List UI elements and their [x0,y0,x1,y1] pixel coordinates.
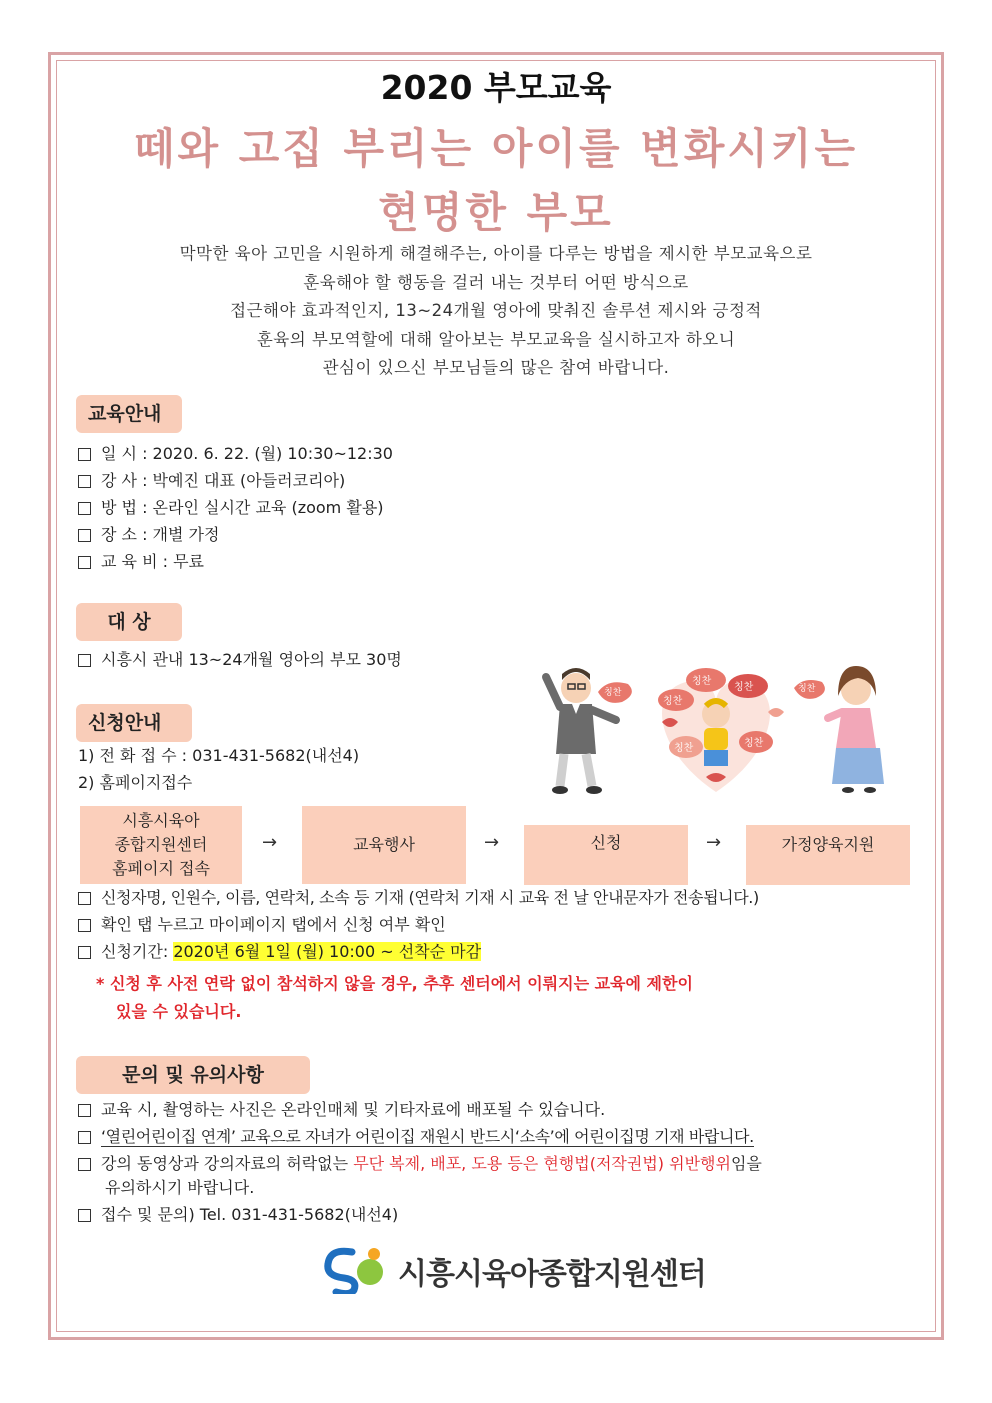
step-edu-event: 교육행사 [302,806,466,884]
parenting-illustration [536,652,898,802]
notice-item: 강의 동영상과 강의자료의 허락없는 무단 복제, 배포, 도용 등은 현행법(저작권법) 위반행위임을 [78,1152,762,1176]
checkbox-icon [78,502,91,515]
checkbox-icon [78,946,91,959]
heart-cluster [658,668,784,792]
bubble-text: 칭찬 [604,688,622,698]
arrow-icon: → [262,832,278,853]
target-item: 시흥시 관내 13~24개월 영아의 부모 30명 [78,648,402,672]
edu-info-item: 일 시 : 2020. 6. 22. (월) 10:30~12:30 [78,442,393,466]
apply-phone: 1) 전 화 접 수 : 031-431-5682(내선4) [78,746,360,765]
checkbox-icon [78,1131,91,1144]
edu-info-list [78,442,393,574]
checkbox-icon [78,892,91,905]
checkbox-icon [78,1158,91,1171]
step-homepage: 시흥시육아 종합지원센터 홈페이지 접속 [80,806,242,884]
edu-info-item: 장 소 : 개별 가정 [78,523,393,547]
checkbox-icon [78,529,91,542]
section-notice-label: 문의 및 유의사항 [76,1056,310,1094]
notice-item: 교육 시, 촬영하는 사진은 온라인매체 및 기타자료에 배포될 수 있습니다. [78,1098,762,1122]
bubble-text: 칭찬 [734,682,754,693]
arrow-icon: → [484,832,500,853]
apply-period: 신청기간: 2020년 6월 1일 (월) 10:00 ~ 선착순 마감 [78,940,759,964]
org-logo-icon [322,1244,392,1294]
apply-period-value: 2020년 6월 1일 (월) 10:00 ~ 선착순 마감 [173,942,482,961]
warning-line1: * 신청 후 사전 연락 없이 참석하지 않을 경우, 추후 센터에서 이뤄지는 교육에 제한이 [96,974,693,993]
intro-line: 훈육의 부모역할에 대해 알아보는 부모교육을 실시하고자 하오니 [256,329,736,349]
intro-paragraph [90,240,902,383]
notice-list [78,1098,762,1227]
notice-item: 접수 및 문의) Tel. 031-431-5682(내선4) [78,1203,762,1227]
apply-list [78,886,759,964]
bubble-text: 칭찬 [798,684,816,694]
section-target-label: 대 상 [76,603,182,641]
step-apply: 신청 [524,825,688,885]
intro-line: 훈육해야 할 행동을 걸러 내는 것부터 어떤 방식으로 [303,272,689,292]
edu-info-item: 방 법 : 온라인 실시간 교육 (zoom 활용) [78,496,393,520]
year-title: 2020 부모교육 [380,68,612,107]
checkbox-icon [78,1104,91,1117]
org-name: 시흥시육아종합지원센터 [398,1257,706,1292]
intro-line: 관심이 있으신 부모님들의 많은 참여 바랍니다. [322,358,670,377]
main-title-line2: 현명한 부모 [378,188,614,237]
bubble-text: 칭찬 [663,696,683,707]
main-title-line1: 떼와 고집 부리는 아이를 변화시키는 [133,124,859,173]
apply-item: 신청자명, 인원수, 이름, 연락처, 소속 등 기재 (연락처 기재 시 교육 전 날 안내문자가 전송됩니다.) [78,886,759,910]
bubble-text: 칭찬 [744,738,764,749]
section-edu-info-label: 교육안내 [76,395,182,433]
notice-item: ‘열린어린이집 연계’ 교육으로 자녀가 어린이집 재원시 반드시‘소속’에 어린이집명 기재 바랍니다. [78,1125,762,1149]
arrow-icon: → [706,832,722,853]
checkbox-icon [78,475,91,488]
section-apply-label: 신청안내 [76,704,192,742]
warning-line2: 있을 수 있습니다. [116,1002,242,1021]
step-home-care: 가정양육지원 [746,825,910,885]
checkbox-icon [78,448,91,461]
bubble-text: 칭찬 [692,676,712,687]
apply-web: 2) 홈페이지접수 [78,773,193,792]
checkbox-icon [78,919,91,932]
notice-copyright-warning: 무단 복제, 배포, 도용 등은 현행법(저작권법) 위반행위 [353,1154,731,1173]
checkbox-icon [78,556,91,569]
intro-line: 접근해야 효과적인지, 13~24개월 영아에 맞춰진 솔루션 제시와 긍정적 [230,301,762,320]
bubble-text: 칭찬 [674,743,694,754]
edu-info-item: 강 사 : 박예진 대표 (아들러코리아) [78,469,393,493]
checkbox-icon [78,654,91,667]
notice-item-continued: 유의하시기 바랍니다. [105,1178,255,1197]
checkbox-icon [78,1209,91,1222]
mother-figure [828,666,884,793]
edu-info-item: 교 육 비 : 무료 [78,550,393,574]
intro-line: 막막한 육아 고민을 시원하게 해결해주는, 아이를 다루는 방법을 제시한 부모교육으로 [179,244,813,263]
apply-item: 확인 탭 누르고 마이페이지 탭에서 신청 여부 확인 [78,913,759,937]
